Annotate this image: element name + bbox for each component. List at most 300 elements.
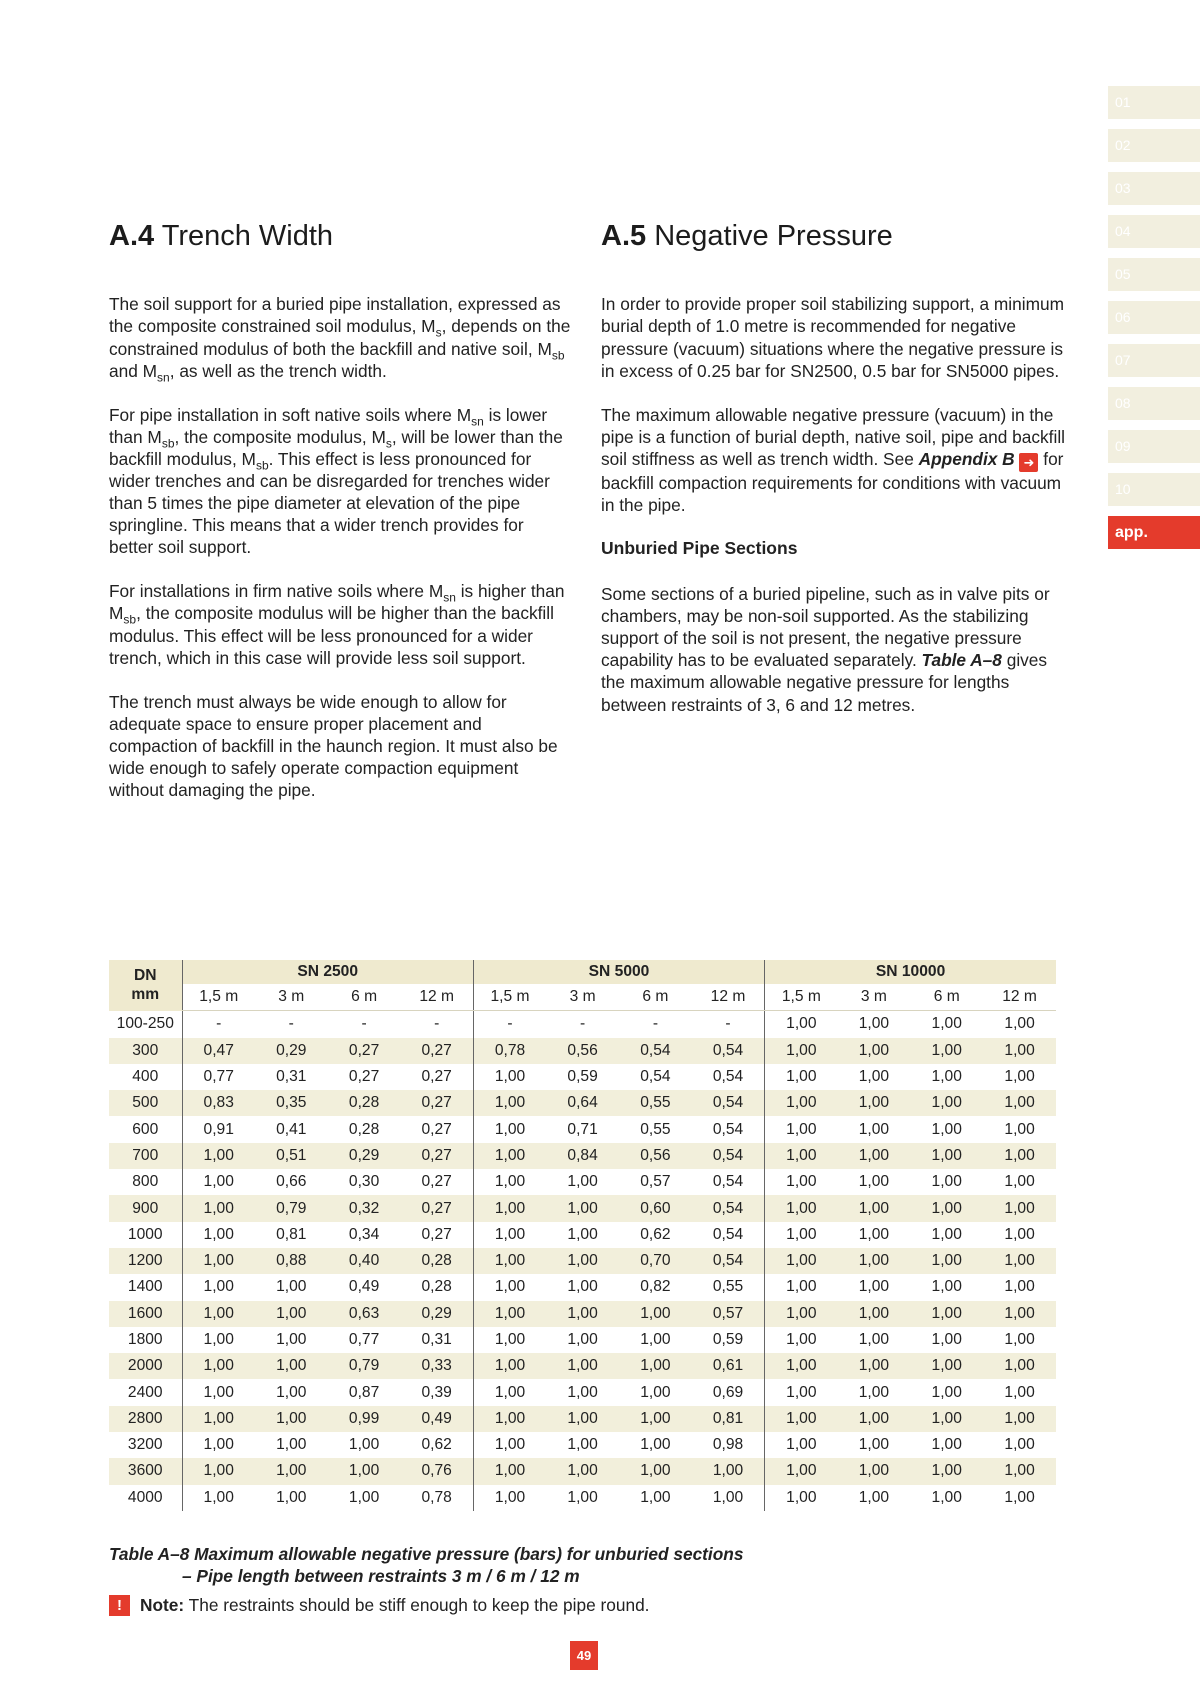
pressure-cell: 1,00 [567,1331,598,1348]
length-header: 12 m [983,984,1056,1011]
pressure-cell: 1,00 [765,1064,838,1090]
pressure-cell: 1,00 [473,1143,546,1169]
pressure-cell: 0,54 [712,1173,744,1191]
pressure-cell: - [725,1015,731,1033]
pressure-cell: 0,27 [348,1068,380,1086]
pressure-cell: 0,98 [712,1436,744,1454]
pressure-cell: 1,00 [276,1488,307,1506]
chapter-tab-05[interactable]: 05 [1108,258,1200,291]
pressure-cell: 0,76 [401,1458,474,1484]
pressure-cell: 1,00 [255,1458,328,1484]
pressure-cell: 0,31 [276,1068,307,1086]
table-row [109,1143,1056,1169]
pressure-cell: 1,00 [931,1331,962,1348]
pressure-cell: 1,00 [473,1116,546,1142]
pressure-cell: 0,27 [421,1173,452,1191]
pressure-cell: 1,00 [182,1222,255,1248]
pressure-cell: 0,51 [255,1143,328,1169]
pressure-cell: 1,00 [276,1436,307,1454]
pressure-cell: 1,00 [473,1432,546,1458]
length-header: 6 m [910,984,983,1011]
pressure-cell: 1,00 [837,1301,910,1327]
pressure-cell: 1,00 [931,1488,962,1506]
pressure-cell: 0,69 [712,1383,744,1401]
pressure-cell: 1,00 [983,1195,1056,1221]
pressure-cell: 0,34 [348,1225,380,1243]
table-row [109,1090,1056,1116]
dn-cell: 900 [109,1195,182,1221]
pressure-cell: 1,00 [640,1331,671,1348]
dn-cell: 400 [132,1068,159,1086]
dn-cell: 2400 [127,1383,163,1401]
length-header: 1,5 m [765,984,838,1011]
pressure-cell: 0,99 [328,1406,401,1432]
pressure-cell: 1,00 [910,1248,983,1274]
pressure-cell: 1,00 [567,1436,598,1454]
section-trench-width [109,220,571,823]
pressure-cell: 1,00 [473,1169,546,1195]
pressure-cell: 1,00 [692,1458,765,1484]
pressure-cell: 1,00 [1004,1383,1035,1401]
pressure-cell: - [361,1015,367,1033]
pressure-cell: 1,00 [765,1248,838,1274]
dn-cell: 1000 [127,1225,163,1243]
pressure-cell: 1,00 [640,1383,671,1401]
paragraph: In order to provide proper soil stabilizing support, a minimum burial depth of 1.0 metre is recommended for negative pressure (vacuum) situations where the negative pressure is in excess of 0.25 bar for SN2500, 0.5 bar for SN5000 pipes. [601,294,1064,381]
pressure-cell: 1,00 [983,1406,1056,1432]
pressure-cell: 1,00 [255,1353,328,1379]
pressure-cell: 0,55 [619,1090,692,1116]
pressure-cell: 1,00 [765,1379,838,1405]
pressure-cell: 1,00 [1004,1225,1035,1243]
pressure-cell: 1,00 [858,1278,890,1296]
length-header: 12 m [401,984,474,1011]
pressure-cell: 0,66 [276,1173,307,1191]
pressure-cell: 1,00 [546,1458,619,1484]
pressure-cell: 0,54 [692,1090,765,1116]
section-number: A.4 [109,220,155,252]
pressure-cell: - [182,1011,255,1038]
pressure-cell: 1,00 [276,1383,307,1401]
dn-cell: 1200 [109,1248,182,1274]
pressure-cell: 1,00 [473,1090,546,1116]
pressure-cell: 1,00 [765,1195,838,1221]
pressure-cell: 1,00 [931,1225,962,1243]
pressure-cell: 1,00 [931,1278,962,1296]
pressure-cell: 0,54 [619,1038,692,1064]
pressure-cell: 1,00 [858,1225,890,1243]
pressure-cell: 0,30 [348,1173,380,1191]
pressure-cell: 0,78 [421,1488,452,1506]
pressure-cell: 1,00 [640,1488,671,1506]
pressure-cell: - [579,1015,586,1033]
pressure-cell: 1,00 [765,1169,838,1195]
pressure-cell: 1,00 [931,1068,962,1086]
table-row [109,1485,1056,1511]
pressure-cell: 1,00 [983,1248,1056,1274]
pressure-cell: 1,00 [765,1406,838,1432]
pressure-cell: 1,00 [765,1116,838,1142]
pressure-cell: 1,00 [837,1353,910,1379]
pressure-cell: 1,00 [473,1222,546,1248]
dn-cell: 300 [109,1038,182,1064]
pressure-cell: 0,27 [421,1225,452,1243]
dn-cell: 3600 [109,1458,182,1484]
pressure-cell: 1,00 [765,1274,838,1300]
pressure-cell: 0,33 [401,1353,474,1379]
pressure-cell: 0,79 [328,1353,401,1379]
pressure-cell: 1,00 [837,1090,910,1116]
pressure-cell: 0,28 [328,1090,401,1116]
pressure-cell: 1,00 [858,1068,890,1086]
pressure-cell: 1,00 [765,1458,838,1484]
pressure-cell: 0,28 [401,1248,474,1274]
pressure-cell: 0,39 [421,1383,452,1401]
pressure-cell: 1,00 [619,1458,692,1484]
table-row [109,1064,1056,1090]
dn-cell: 800 [132,1173,159,1191]
pressure-cell: 0,54 [692,1143,765,1169]
dn-cell: 100-250 [116,1015,174,1033]
pressure-cell: 1,00 [1004,1173,1035,1191]
section-negative-pressure [601,220,1071,738]
pressure-cell: 1,00 [1004,1015,1035,1033]
pressure-cell: 0,29 [255,1038,328,1064]
pressure-cell: 1,00 [931,1436,962,1454]
pressure-cell: 1,00 [473,1248,546,1274]
pressure-cell: 1,00 [182,1485,255,1511]
section-title: Negative Pressure [654,220,893,252]
pressure-cell: 1,00 [837,1248,910,1274]
pressure-cell: 1,00 [182,1406,255,1432]
table-row [109,1327,1056,1353]
pressure-cell: 1,00 [182,1301,255,1327]
pressure-cell: 1,00 [858,1331,890,1348]
pressure-cell: 1,00 [567,1383,598,1401]
pressure-cell: 0,54 [712,1120,744,1138]
pressure-cell: 0,54 [692,1195,765,1221]
table-row [109,1248,1056,1274]
pressure-cell: 1,00 [640,1436,671,1454]
subheading: Unburied Pipe Sections [601,538,798,559]
pressure-cell: 1,00 [765,1353,838,1379]
pressure-cell: 1,00 [619,1301,692,1327]
pressure-cell: 1,00 [255,1406,328,1432]
pressure-cell: 0,63 [328,1301,401,1327]
length-header: 1,5 m [182,984,255,1011]
pressure-cell: 1,00 [837,1406,910,1432]
pressure-cell: 0,28 [421,1278,452,1296]
pressure-cell: 1,00 [765,1143,838,1169]
pressure-cell: 0,78 [473,1038,546,1064]
pressure-cell: 0,64 [546,1090,619,1116]
pressure-cell: 1,00 [858,1488,890,1506]
pressure-cell: 1,00 [276,1278,307,1296]
length-header: 3 m [546,984,619,1011]
chapter-tab-03[interactable]: 03 [1108,172,1200,205]
pressure-cell: 1,00 [983,1038,1056,1064]
group-header: SN 2500 [182,960,473,984]
pressure-cell: 1,00 [765,1038,838,1064]
pressure-cell: 1,00 [182,1143,255,1169]
pressure-cell: 1,00 [983,1301,1056,1327]
pressure-cell: 1,00 [931,1383,962,1401]
pressure-cell: 0,62 [421,1436,452,1454]
pressure-cell: 0,82 [640,1278,671,1296]
table-row [109,1011,1056,1038]
pressure-cell: 0,62 [640,1225,671,1243]
table-reference: Table A–8 [921,650,1002,671]
table-row [109,1432,1056,1458]
table-row [109,1406,1056,1432]
pressure-cell: 0,27 [421,1068,452,1086]
dn-cell: 4000 [127,1488,163,1506]
pressure-cell: 1,00 [910,1143,983,1169]
chapter-tab-01[interactable]: 01 [1108,86,1200,119]
dn-cell: 1600 [109,1301,182,1327]
note-label: Note: [140,1595,185,1615]
dn-cell: 500 [109,1090,182,1116]
paragraph: The trench must always be wide enough to allow for adequate space to ensure proper placement and compaction of backfill in the haunch region. It must also be wide enough to safely operate compaction equipment without damaging the pipe. [109,691,558,801]
group-header: SN 10000 [765,960,1056,984]
pressure-cell: 1,00 [255,1301,328,1327]
pressure-cell: 1,00 [619,1353,692,1379]
pressure-cell: 1,00 [858,1015,890,1033]
chapter-tab-appendix[interactable]: app. [1108,516,1200,549]
pressure-cell: 0,41 [276,1120,307,1138]
pressure-cell: 1,00 [983,1090,1056,1116]
pressure-cell: 0,81 [692,1406,765,1432]
chapter-tab-06[interactable]: 06 [1108,301,1200,334]
link-arrow-icon[interactable]: ➜ [1019,453,1038,472]
section-heading [109,220,571,253]
pressure-cell: 1,00 [546,1195,619,1221]
pressure-cell: 0,87 [348,1383,380,1401]
pressure-cell: 1,00 [567,1225,598,1243]
dn-header: DN mm [109,960,182,1011]
pressure-cell: 1,00 [837,1195,910,1221]
table-row [109,1353,1056,1379]
pressure-cell: 1,00 [837,1143,910,1169]
pressure-cell: 0,70 [619,1248,692,1274]
pressure-cell: 0,47 [182,1038,255,1064]
pressure-cell: 0,84 [546,1143,619,1169]
appendix-b-link[interactable]: Appendix B [918,448,1015,469]
pressure-cell: 1,00 [546,1301,619,1327]
pressure-cell: 0,27 [401,1143,474,1169]
section-number: A.5 [601,220,647,252]
pressure-cell: 1,00 [276,1331,307,1348]
pressure-cell: 1,00 [765,1301,838,1327]
pressure-cell: 1,00 [473,1064,546,1090]
pressure-cell: 0,77 [182,1064,255,1090]
table-row [109,1169,1056,1195]
dn-cell: 1400 [127,1278,163,1296]
paragraph: The maximum allowable negative pressure (vacuum) in the pipe is a function of burial depth, native soil, pipe and backfill soil stiffness as well as trench width. See Appendix B ➜ for backfill compaction requirements for conditions with vacuum in the pipe. [601,404,1066,515]
pressure-cell: 1,00 [910,1406,983,1432]
pressure-cell: 0,91 [182,1116,255,1142]
pressure-cell: 0,61 [692,1353,765,1379]
length-header: 3 m [837,984,910,1011]
pressure-cell: 1,00 [182,1353,255,1379]
chapter-tabs [1108,86,1200,559]
pressure-cell: 0,57 [692,1301,765,1327]
chapter-tab-07[interactable]: 07 [1108,344,1200,377]
pressure-cell: 0,56 [619,1143,692,1169]
table-row [109,1458,1056,1484]
table-row [109,1038,1056,1064]
note-text: The restraints should be stiff enough to keep the pipe round. [184,1595,650,1615]
pressure-cell: 1,00 [837,1458,910,1484]
pressure-cell: 0,27 [421,1120,452,1138]
pressure-cell: 1,00 [182,1379,255,1405]
pressure-cell: 1,00 [1004,1120,1035,1138]
pressure-cell: 0,55 [712,1278,744,1296]
pressure-cell: 0,77 [348,1331,380,1348]
pressure-cell: 1,00 [910,1353,983,1379]
pressure-cell: 1,00 [910,1301,983,1327]
warning-icon: ! [109,1595,130,1616]
pressure-cell: 1,00 [983,1353,1056,1379]
pressure-cell: 1,00 [473,1379,546,1405]
pressure-cell: 1,00 [910,1458,983,1484]
chapter-tab-10[interactable]: 10 [1108,473,1200,506]
table-body [109,1011,1056,1511]
length-header: 1,5 m [473,984,546,1011]
pressure-cell: 1,00 [182,1248,255,1274]
pressure-cell: 1,00 [567,1173,598,1191]
table-caption: Table A–8 Maximum allowable negative pressure (bars) for unburied sections – Pipe length between restraints 3 m / 6 m / 12 m [109,1544,744,1586]
table-row [109,1222,1056,1248]
pressure-cell: 1,00 [1004,1331,1035,1348]
pressure-cell: 1,00 [931,1015,962,1033]
pressure-cell: 1,00 [1004,1436,1035,1454]
pressure-cell: 1,00 [765,1011,838,1038]
pressure-cell: 1,00 [858,1120,890,1138]
pressure-cell: 1,00 [765,1432,838,1458]
table-row [109,1195,1056,1221]
pressure-cell: 1,00 [182,1327,255,1353]
pressure-cell: 1,00 [473,1195,546,1221]
pressure-cell: 1,00 [712,1488,744,1506]
pressure-cell: 1,00 [765,1222,838,1248]
pressure-cell: 1,00 [567,1278,598,1296]
pressure-cell: 1,00 [473,1406,546,1432]
table-row [109,1116,1056,1142]
chapter-tab-08[interactable]: 08 [1108,387,1200,420]
page-number: 49 [570,1641,598,1670]
length-header: 6 m [328,984,401,1011]
pressure-cell: 1,00 [328,1458,401,1484]
table-row [109,1274,1056,1300]
pressure-cell: 1,00 [1004,1488,1035,1506]
pressure-cell: 0,28 [348,1120,380,1138]
pressure-cell: 0,54 [712,1068,744,1086]
pressure-cell: 1,00 [182,1195,255,1221]
pressure-cell: 1,00 [910,1038,983,1064]
pressure-cell: 0,59 [712,1331,744,1348]
pressure-cell: 1,00 [546,1353,619,1379]
pressure-cell: 0,27 [401,1090,474,1116]
pressure-cell: 1,00 [473,1301,546,1327]
dn-cell: 1800 [127,1331,163,1348]
pressure-cell: 0,32 [328,1195,401,1221]
length-header: 3 m [255,984,328,1011]
pressure-cell: 0,88 [255,1248,328,1274]
pressure-cell: 0,59 [567,1068,598,1086]
section-heading [601,220,1071,253]
dn-cell: 3200 [127,1436,163,1454]
pressure-cell: 1,00 [473,1353,546,1379]
pressure-cell: 1,00 [567,1488,598,1506]
pressure-cell: 0,27 [328,1038,401,1064]
pressure-cell: 1,00 [910,1090,983,1116]
length-header: 12 m [692,984,765,1011]
pressure-cell: 0,54 [712,1225,744,1243]
pressure-cell: 1,00 [765,1090,838,1116]
pressure-cell: 0,29 [328,1143,401,1169]
chapter-tab-09[interactable]: 09 [1108,430,1200,463]
paragraph: The soil support for a buried pipe installation, expressed as the composite constrained soil modulus, $M_s$, depends on the constrained modulus of both the backfill and native soil, $M_{sb}$ and $M_{sn}$, as well as the trench width. [109,294,571,385]
dn-cell: 700 [109,1143,182,1169]
pressure-cell: 1,00 [348,1436,380,1454]
pressure-cell: 0,35 [255,1090,328,1116]
pressure-cell: 0,83 [182,1090,255,1116]
chapter-tab-02[interactable]: 02 [1108,129,1200,162]
pressure-cell: - [434,1015,440,1033]
pressure-cell: 1,00 [546,1248,619,1274]
pressure-cell: 0,40 [328,1248,401,1274]
pressure-cell: 1,00 [983,1458,1056,1484]
pressure-cell: 1,00 [182,1169,255,1195]
pressure-cell: 0,54 [692,1038,765,1064]
group-header: SN 5000 [473,960,764,984]
chapter-tab-04[interactable]: 04 [1108,215,1200,248]
pressure-cell: 1,00 [931,1120,962,1138]
dn-cell: 2800 [109,1406,182,1432]
pressure-cell: 0,55 [640,1120,671,1138]
dn-cell: 2000 [109,1353,182,1379]
pressure-cell: 0,49 [348,1278,380,1296]
pressure-cell: 0,54 [692,1248,765,1274]
table-row [109,1379,1056,1405]
pressure-cell: 0,29 [401,1301,474,1327]
pressure-cell: 0,60 [619,1195,692,1221]
pressure-cell: 1,00 [765,1327,838,1353]
pressure-cell: 0,57 [640,1173,671,1191]
pressure-cell: 1,00 [473,1327,546,1353]
note [109,1594,649,1616]
pressure-cell: 0,27 [401,1038,474,1064]
paragraph: For installations in firm native soils where $M_{sn}$ is higher than $M_{sb}$, the composite modulus will be higher than the backfill modulus. This effect will be less pronounced for a wider trench, which in this case will provide less soil support. [109,581,565,668]
pressure-cell: - [652,1015,659,1033]
pressure-cell: 0,79 [255,1195,328,1221]
section-title: Trench Width [161,220,334,252]
pressure-cell: - [288,1015,294,1033]
pressure-cell: 0,31 [421,1331,452,1348]
pressure-cell: - [473,1011,546,1038]
pressure-cell: 0,49 [401,1406,474,1432]
pressure-cell: 1,00 [348,1488,380,1506]
pressure-cell: 0,54 [640,1068,671,1086]
paragraph: For pipe installation in soft native soils where $M_{sn}$ is lower than $M_{sb}$, the composite modulus, $M_s$, will be lower than the backfill modulus, $M_{sb}$. This effect is less pronounced for wider trenches and can be disregarded for trenches wider than 5 times the pipe diameter at elevation of the pipe springline. This means that a wider trench provides for better soil support. [109,404,563,558]
pressure-cell: 1,00 [910,1195,983,1221]
pressure-cell: 1,00 [182,1458,255,1484]
table-row [109,1301,1056,1327]
length-header: 6 m [619,984,692,1011]
pressure-cell: 1,00 [765,1485,838,1511]
pressure-cell: 1,00 [858,1436,890,1454]
